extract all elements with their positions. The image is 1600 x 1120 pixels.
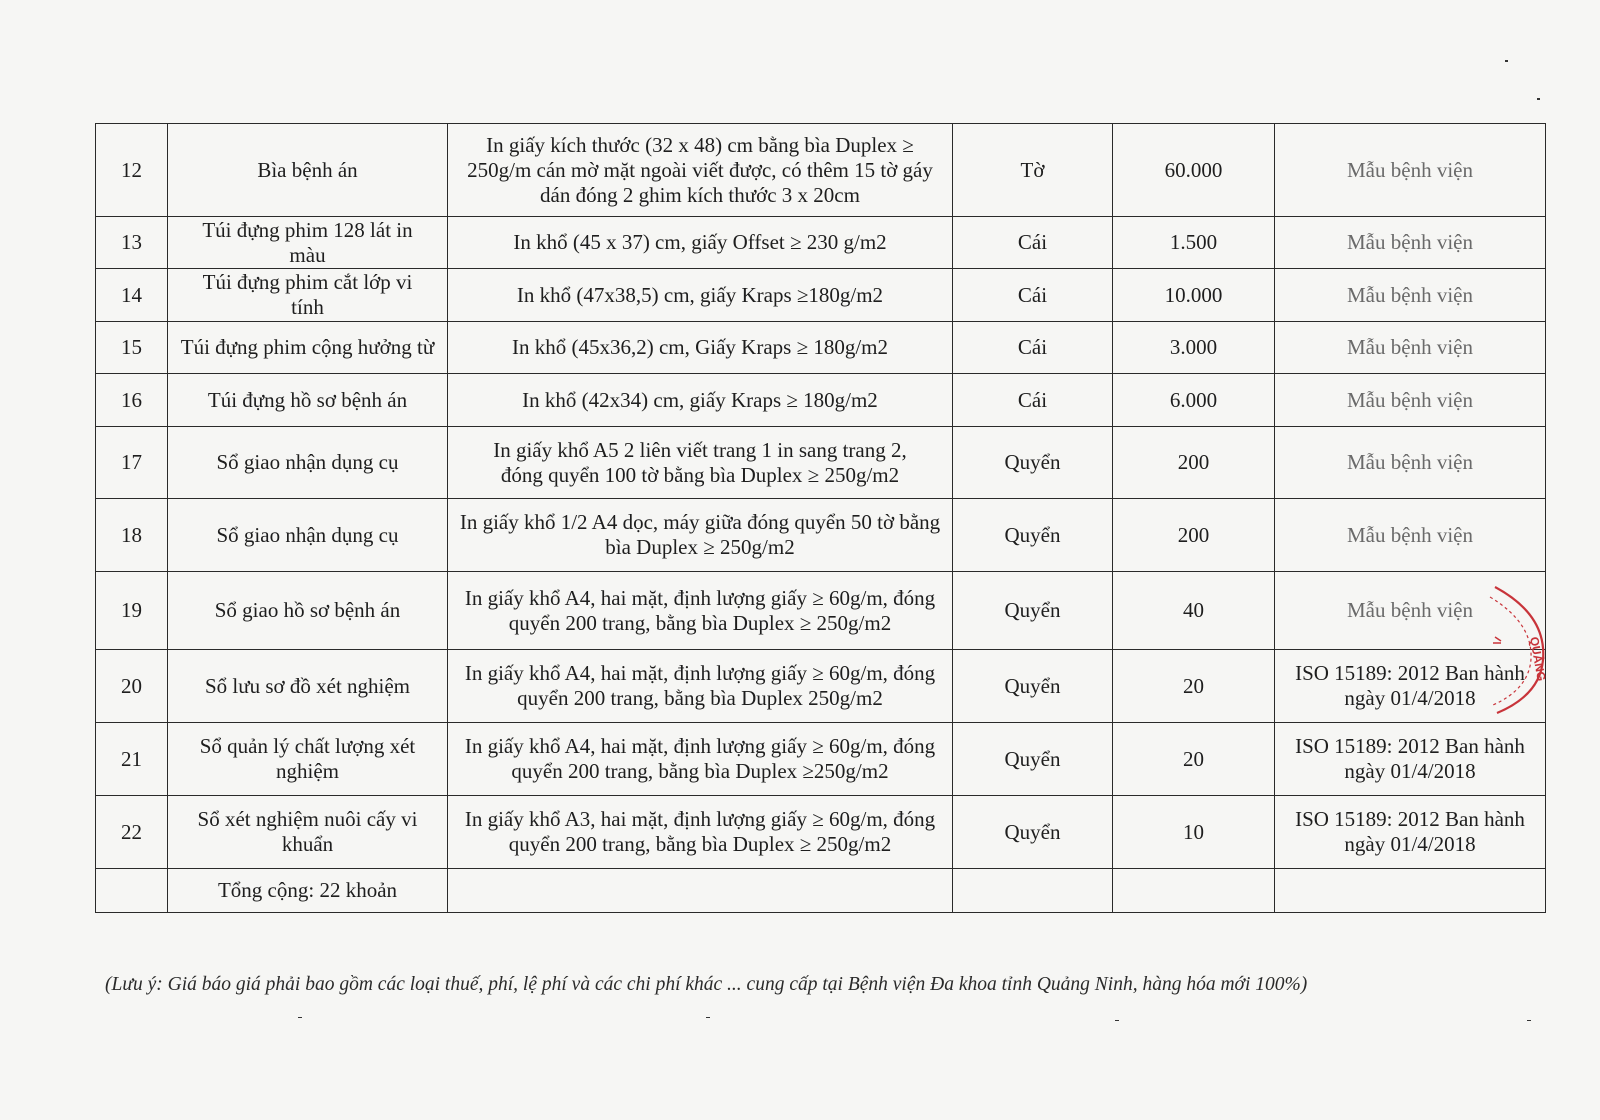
table-row <box>96 322 1546 374</box>
item-qty: 3.000 <box>1113 322 1275 374</box>
item-unit: Cái <box>953 217 1113 269</box>
scan-speck <box>298 1017 302 1018</box>
item-qty: 10 <box>1113 796 1275 869</box>
table-row <box>96 374 1546 427</box>
scan-speck <box>1115 1020 1119 1021</box>
table-row <box>96 572 1546 650</box>
footnote: (Lưu ý: Giá báo giá phải bao gồm các loại thuế, phí, lệ phí và các chi phí khác ... cung cấp tại Bệnh viện Đa khoa tỉnh Quảng Ninh, hàng hóa mới 100%) <box>105 974 1308 995</box>
item-name: Túi đựng phim cộng hưởng từ <box>168 322 448 374</box>
item-note: Mẫu bệnh viện <box>1275 374 1546 427</box>
row-number: 16 <box>96 374 168 427</box>
total-note <box>1275 869 1546 913</box>
table-row <box>96 217 1546 269</box>
item-spec: In giấy kích thước (32 x 48) cm bằng bìa Duplex ≥ 250g/m cán mờ mặt ngoài viết được, có thêm 15 tờ gáy dán đóng 2 ghim kích thước 3 x 20cm <box>448 124 953 217</box>
item-qty: 20 <box>1113 723 1275 796</box>
item-name: Túi đựng hồ sơ bệnh án <box>168 374 448 427</box>
item-note: Mẫu bệnh viện <box>1275 322 1546 374</box>
row-number: 13 <box>96 217 168 269</box>
item-note: Mẫu bệnh viện <box>1275 217 1546 269</box>
item-spec: In khổ (42x34) cm, giấy Kraps ≥ 180g/m2 <box>448 374 953 427</box>
total-qty <box>1113 869 1275 913</box>
item-qty: 200 <box>1113 427 1275 499</box>
item-unit: Cái <box>953 374 1113 427</box>
item-note: Mẫu bệnh viện <box>1275 269 1546 322</box>
item-spec: In giấy khổ A5 2 liên viết trang 1 in sang trang 2, đóng quyển 100 tờ bằng bìa Duplex ≥ 250g/m2 <box>448 427 953 499</box>
total-row <box>96 869 1546 913</box>
item-qty: 6.000 <box>1113 374 1275 427</box>
item-unit: Quyển <box>953 572 1113 650</box>
item-name: Sổ giao nhận dụng cụ <box>168 499 448 572</box>
item-spec: In giấy khổ A4, hai mặt, định lượng giấy ≥ 60g/m, đóng quyển 200 trang, bằng bìa Duplex ≥250g/m2 <box>448 723 953 796</box>
item-spec: In khổ (45 x 37) cm, giấy Offset ≥ 230 g/m2 <box>448 217 953 269</box>
table-body <box>96 124 1546 913</box>
row-number: 20 <box>96 650 168 723</box>
item-unit: Quyển <box>953 499 1113 572</box>
item-note: Mẫu bệnh viện <box>1275 124 1546 217</box>
item-spec: In giấy khổ A4, hai mặt, định lượng giấy ≥ 60g/m, đóng quyển 200 trang, bằng bìa Duplex 250g/m2 <box>448 650 953 723</box>
item-note: Mẫu bệnh viện <box>1275 499 1546 572</box>
red-seal-stamp <box>1485 585 1555 715</box>
item-unit: Quyển <box>953 427 1113 499</box>
item-note: ISO 15189: 2012 Ban hành ngày 01/4/2018 <box>1275 650 1546 723</box>
item-qty: 40 <box>1113 572 1275 650</box>
table-row <box>96 124 1546 217</box>
item-name: Sổ giao nhận dụng cụ <box>168 427 448 499</box>
total-spec <box>448 869 953 913</box>
item-qty: 60.000 <box>1113 124 1275 217</box>
item-name: Túi đựng phim 128 lát in màu <box>168 217 448 269</box>
row-number: 12 <box>96 124 168 217</box>
scan-speck <box>1505 60 1508 62</box>
item-unit: Tờ <box>953 124 1113 217</box>
item-unit: Quyển <box>953 796 1113 869</box>
item-note: ISO 15189: 2012 Ban hành ngày 01/4/2018 <box>1275 796 1546 869</box>
row-number: 14 <box>96 269 168 322</box>
total-label: Tổng cộng: 22 khoản <box>168 869 448 913</box>
scan-speck <box>706 1017 710 1018</box>
item-name: Sổ xét nghiệm nuôi cấy vi khuẩn <box>168 796 448 869</box>
total-unit <box>953 869 1113 913</box>
item-name: Sổ lưu sơ đồ xét nghiệm <box>168 650 448 723</box>
item-unit: Cái <box>953 269 1113 322</box>
stamp-text: QUẢNG <box>1527 635 1549 683</box>
table-row <box>96 723 1546 796</box>
item-name: Túi đựng phim cắt lớp vi tính <box>168 269 448 322</box>
item-name: Bìa bệnh án <box>168 124 448 217</box>
item-unit: Quyển <box>953 723 1113 796</box>
item-qty: 10.000 <box>1113 269 1275 322</box>
item-name: Sổ giao hồ sơ bệnh án <box>168 572 448 650</box>
table-row <box>96 796 1546 869</box>
row-number: 19 <box>96 572 168 650</box>
item-note: ISO 15189: 2012 Ban hành ngày 01/4/2018 <box>1275 723 1546 796</box>
table-row <box>96 650 1546 723</box>
item-unit: Quyển <box>953 650 1113 723</box>
item-spec: In khổ (45x36,2) cm, Giấy Kraps ≥ 180g/m2 <box>448 322 953 374</box>
table-row <box>96 499 1546 572</box>
table-row <box>96 427 1546 499</box>
row-number: 22 <box>96 796 168 869</box>
row-number: 21 <box>96 723 168 796</box>
item-note: Mẫu bệnh viện <box>1275 572 1546 650</box>
item-note: Mẫu bệnh viện <box>1275 427 1546 499</box>
scan-speck <box>1537 98 1540 100</box>
item-unit: Cái <box>953 322 1113 374</box>
row-number: 18 <box>96 499 168 572</box>
item-spec: In khổ (47x38,5) cm, giấy Kraps ≥180g/m2 <box>448 269 953 322</box>
item-qty: 20 <box>1113 650 1275 723</box>
row-number: 15 <box>96 322 168 374</box>
item-spec: In giấy khổ A4, hai mặt, định lượng giấy ≥ 60g/m, đóng quyển 200 trang, bằng bìa Duplex ≥ 250g/m2 <box>448 572 953 650</box>
row-number: 17 <box>96 427 168 499</box>
scan-speck <box>1527 1020 1531 1021</box>
items-table <box>95 123 1546 913</box>
item-qty: 1.500 <box>1113 217 1275 269</box>
table-row <box>96 269 1546 322</box>
item-qty: 200 <box>1113 499 1275 572</box>
item-spec: In giấy khổ 1/2 A4 dọc, máy giữa đóng quyển 50 tờ bằng bìa Duplex ≥ 250g/m2 <box>448 499 953 572</box>
item-spec: In giấy khổ A3, hai mặt, định lượng giấy ≥ 60g/m, đóng quyển 200 trang, bằng bìa Duplex ≥ 250g/m2 <box>448 796 953 869</box>
total-row-number <box>96 869 168 913</box>
item-name: Sổ quản lý chất lượng xét nghiệm <box>168 723 448 796</box>
